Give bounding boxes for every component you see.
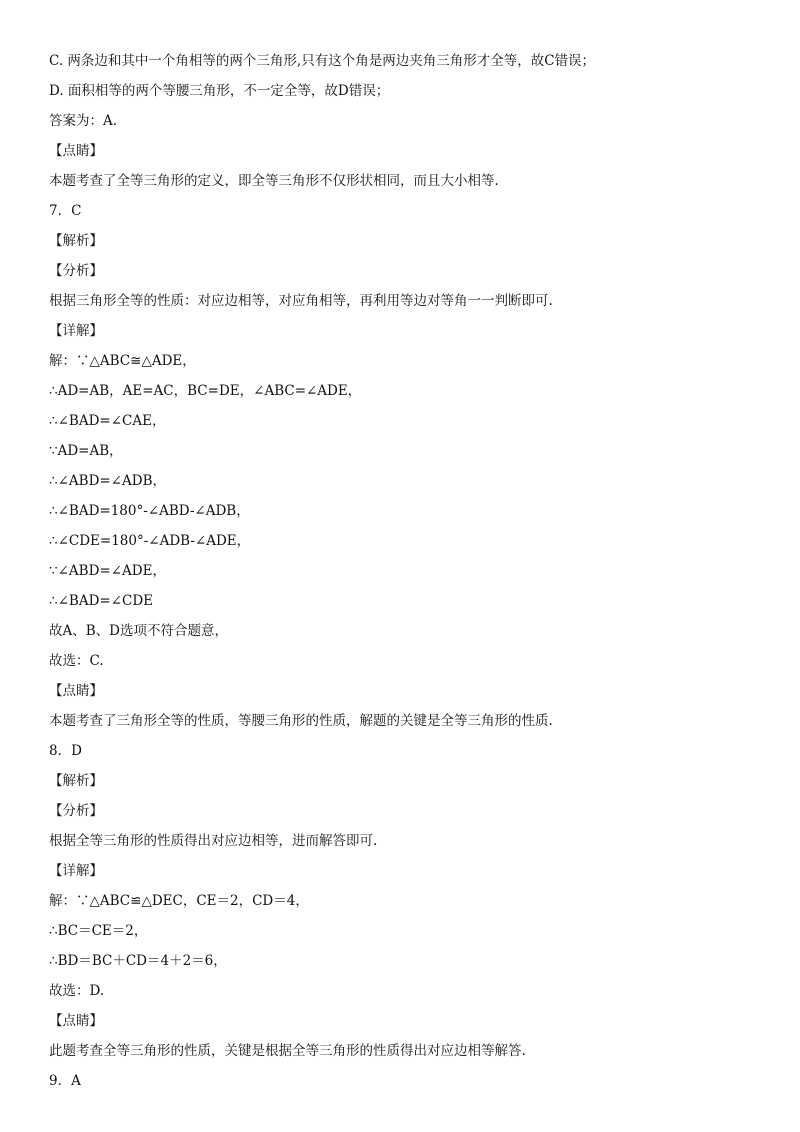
question-8-answer: 8．D [49, 743, 82, 759]
text-line-comment: 本题考查了三角形全等的性质，等腰三角形的性质，解题的关键是全等三角形的性质. [49, 713, 553, 729]
section-heading-analyze: 【分析】 [49, 803, 103, 819]
text-line-option-d: D. 面积相等的两个等腰三角形，不一定全等，故D错误； [49, 83, 390, 99]
solution-step: ∴∠CDE=180°-∠ADB-∠ADE， [49, 533, 251, 549]
solution-step: ∵AD=AB， [49, 443, 123, 459]
solution-step: ∴BC＝CE＝2， [49, 923, 148, 939]
question-7-answer: 7．C [49, 203, 82, 219]
text-line-method: 根据三角形全等的性质：对应边相等，对应角相等，再利用等边对等角一一判断即可. [49, 293, 553, 309]
section-heading-comment: 【点睛】 [49, 683, 103, 699]
text-line-conclusion: 故A、B、D选项不符合题意， [49, 623, 228, 639]
text-line-choice: 故选：D. [49, 983, 105, 999]
section-heading-analysis: 【解析】 [49, 233, 103, 249]
solution-step: ∴BD＝BC＋CD＝4＋2＝6， [49, 953, 227, 969]
section-heading-comment: 【点睛】 [49, 143, 103, 159]
solution-step: 解：∵△ABC≌△DEC，CE＝2，CD＝4， [49, 893, 309, 909]
section-heading-comment: 【点睛】 [49, 1013, 103, 1029]
text-line-comment: 本题考查了全等三角形的定义，即全等三角形不仅形状相同，而且大小相等. [49, 173, 499, 189]
solution-step: ∴∠BAD=∠CAE， [49, 413, 166, 429]
text-line-option-c: C. 两条边和其中一个角相等的两个三角形,只有这个角是两边夹角三角形才全等，故C错误； [49, 53, 596, 69]
text-line-method: 根据全等三角形的性质得出对应边相等，进而解答即可. [49, 833, 378, 849]
text-line-choice: 故选：C. [49, 653, 104, 669]
section-heading-analysis: 【解析】 [49, 773, 103, 789]
section-heading-detail: 【详解】 [49, 323, 103, 339]
solution-step: ∴∠BAD=180°-∠ABD-∠ADB， [49, 503, 250, 519]
solution-step: ∴∠ABD=∠ADB， [49, 473, 167, 489]
solution-step: 解：∵△ABC≅△ADE， [49, 353, 196, 369]
text-line-comment: 此题考查全等三角形的性质，关键是根据全等三角形的性质得出对应边相等解答. [49, 1043, 526, 1059]
solution-step: ∵∠ABD=∠ADE， [49, 563, 166, 579]
section-heading-analyze: 【分析】 [49, 263, 103, 279]
question-9-answer: 9．A [49, 1073, 81, 1089]
text-line-answer: 答案为：A. [49, 113, 118, 129]
solution-step: ∴∠BAD=∠CDE [49, 593, 154, 609]
section-heading-detail: 【详解】 [49, 863, 103, 879]
solution-step: ∴AD=AB，AE=AC，BC=DE，∠ABC=∠ADE， [49, 383, 362, 399]
